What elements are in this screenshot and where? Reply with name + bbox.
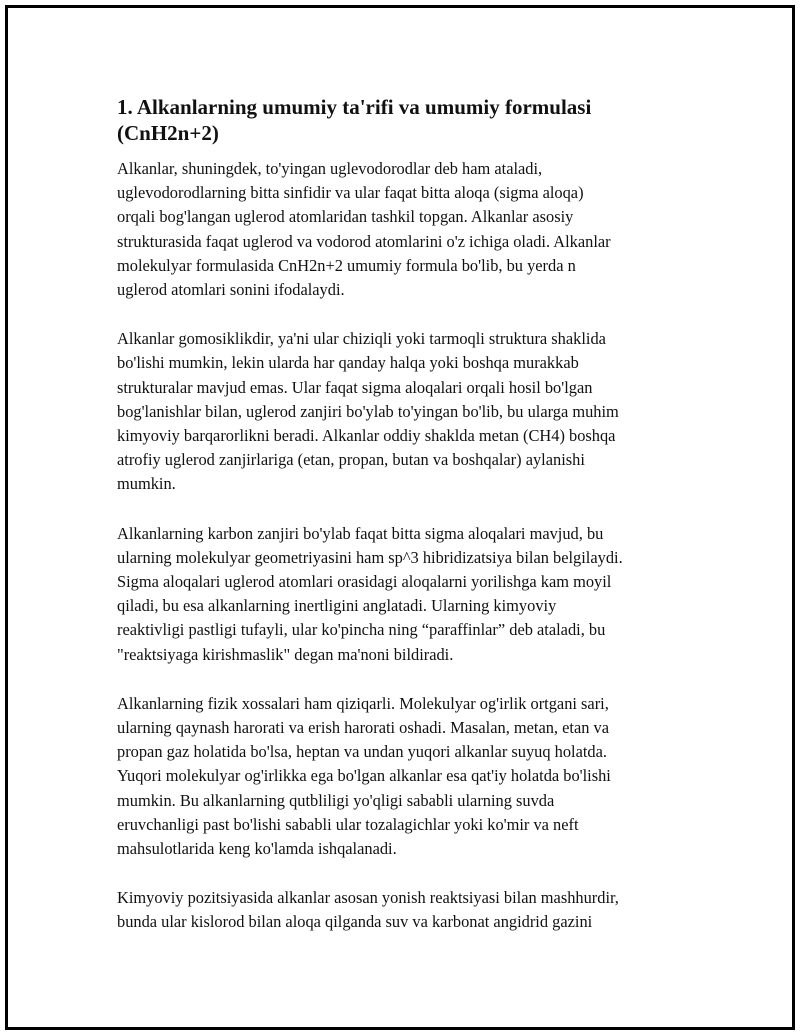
text-line: ularning molekulyar geometriyasini ham sp^3 hibridizatsiya bilan belgilaydi.	[117, 547, 623, 567]
text-line: propan gaz holatida bo'lsa, heptan va undan yuqori alkanlar suyuq holatda.	[117, 742, 607, 762]
text-line: bo'lishi mumkin, lekin ularda har qanday halqa yoki boshqa murakkab	[117, 353, 579, 373]
text-line: bunda ular kislorod bilan aloqa qilganda suv va karbonat angidrid gazini	[117, 912, 593, 932]
text-line: molekulyar formulasida CnH2n+2 umumiy formula bo'lib, bu yerda n	[117, 255, 576, 275]
text-line: mumkin. Bu alkanlarning qutbliligi yo'qligi sababli ularning suvda	[117, 790, 555, 810]
text-line: Alkanlar, shuningdek, to'yingan uglevodorodlar deb ham ataladi,	[117, 159, 543, 178]
text-line: Alkanlar gomosiklikdir, ya'ni ular chiziqli yoki tarmoqli struktura shaklida	[117, 329, 606, 349]
text-line: Alkanlarning karbon zanjiri bo'ylab faqat bitta sigma aloqalari mavjud, bu	[117, 523, 604, 543]
text-line: orqali bog'langan uglerod atomlaridan tashkil topgan. Alkanlar asosiy	[117, 207, 574, 227]
document-body	[117, 94, 692, 960]
heading-line: (CnH2n+2)	[117, 121, 219, 145]
paragraph	[117, 692, 692, 861]
text-line: bog'lanishlar bilan, uglerod zanjiri bo'ylab to'yingan bo'lib, bu ularga muhim	[117, 401, 619, 421]
paragraph	[117, 522, 692, 667]
text-line: strukturasida faqat uglerod va vodorod atomlarini o'z ichiga oladi. Alkanlar	[117, 231, 611, 251]
heading-line: 1. Alkanlarning umumiy ta'rifi va umumiy formulasi	[117, 95, 592, 119]
text-line: reaktivligi pastligi tufayli, ular ko'pincha ning “paraffinlar” deb ataladi, bu	[117, 620, 606, 640]
text-line: Sigma aloqalari uglerod atomlari orasidagi aloqalarni yorilishga kam moyil	[117, 572, 612, 592]
text-line: mumkin.	[117, 474, 176, 494]
text-line: kimyoviy barqarorlikni beradi. Alkanlar oddiy shaklda metan (CH4) boshqa	[117, 426, 616, 446]
paragraph	[117, 157, 692, 302]
text-line: eruvchanligi past bo'lishi sababli ular tozalagichlar yoki ko'mir va neft	[117, 814, 579, 834]
text-line: qiladi, bu esa alkanlarning inertligini anglatadi. Ularning kimyoviy	[117, 596, 557, 616]
section-heading	[117, 94, 692, 146]
text-line: Alkanlarning fizik xossalari ham qiziqarli. Molekulyar og'irlik ortgani sari,	[117, 693, 609, 713]
text-line: ularning qaynash harorati va erish harorati oshadi. Masalan, metan, etan va	[117, 718, 609, 738]
text-line: uglerod atomlari sonini ifodalaydi.	[117, 280, 345, 300]
text-line: atrofiy uglerod zanjirlariga (etan, propan, butan va boshqalar) aylanishi	[117, 450, 585, 470]
text-line: "reaktsiyaga kirishmaslik" degan ma'noni bildiradi.	[117, 644, 454, 664]
paragraph	[117, 327, 692, 496]
text-line: mahsulotlarida keng ko'lamda ishqalanadi.	[117, 839, 397, 859]
paragraph	[117, 886, 692, 934]
text-line: Yuqori molekulyar og'irlikka ega bo'lgan alkanlar esa qat'iy holatda bo'lishi	[117, 766, 611, 786]
text-line: strukturalar mavjud emas. Ular faqat sigma aloqalari orqali hosil bo'lgan	[117, 377, 593, 397]
text-line: uglevodorodlarning bitta sinfidir va ular faqat bitta aloqa (sigma aloqa)	[117, 183, 584, 203]
text-line: Kimyoviy pozitsiyasida alkanlar asosan yonish reaktsiyasi bilan mashhurdir,	[117, 888, 619, 908]
